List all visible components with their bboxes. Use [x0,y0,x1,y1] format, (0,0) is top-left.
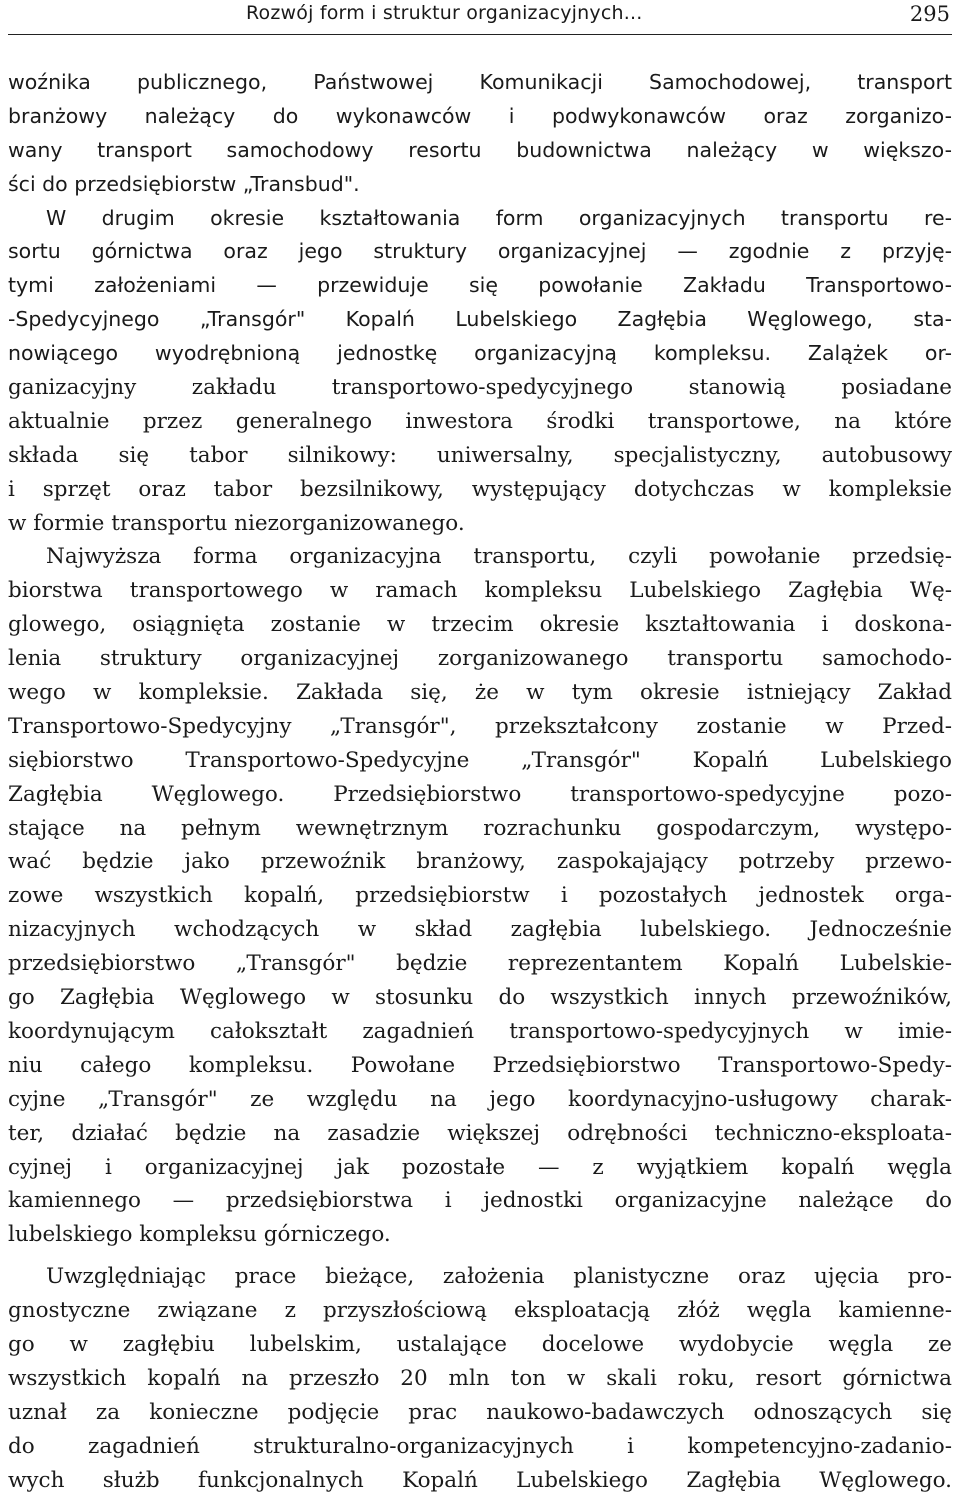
text-line: i sprzęt oraz tabor bezsilnikowy, występujący dotychczas w kompleksie [8,476,952,502]
text-line: biorstwa transportowego w ramach kompleksu Lubelskiego Zagłębia Wę- [8,578,952,604]
text-line: składa się tabor silnikowy: uniwersalny, specjalistyczny, autobusowy [8,442,952,468]
text-line: nizacyjnych wchodzących w skład zagłębia lubelskiego. Jednocześnie [8,917,952,943]
text-line: ści do przedsiębiorstw „Transbud". [8,171,360,196]
text-line: glowego, osiągnięta zostanie w trzecim okresie kształtowania i doskona- [8,612,952,638]
text-line: go Zagłębia Węglowego w stosunku do wszystkich innych przewoźników, [8,985,952,1011]
text-line: -Spedycyjnego „Transgór" Kopalń Lubelskiego Zagłębia Węglowego, sta- [8,307,952,332]
text-line: ter, działać będzie na zasadzie większej odrębności techniczno-eksploata- [8,1120,952,1146]
text-line: sortu górnictwa oraz jego struktury organizacyjnej — zgodnie z przyję- [8,239,952,264]
text-line: wać będzie jako przewoźnik branżowy, zaspokajający potrzeby przewo- [8,849,952,875]
text-line: lenia struktury organizacyjnej zorganizowanego transportu samochodo- [8,646,952,672]
text-line: do zagadnień strukturalno-organizacyjnych i kompetencyjno-zadanio- [8,1433,952,1459]
text-line: ganizacyjny zakładu transportowo-spedycyjnego stanowią posiadane [8,375,952,401]
text-line: cyjne „Transgór" ze względu na jego koordynacyjno-usługowy charak- [8,1086,952,1112]
text-line: przedsiębiorstwo „Transgór" będzie reprezentantem Kopalń Lubelskie- [8,951,952,977]
running-header [8,0,952,35]
text-line: woźnika publicznego, Państwowej Komunikacji Samochodowej, transport [8,70,952,94]
text-line: w formie transportu niezorganizowanego. [8,510,465,536]
text-line: stające na pełnym wewnętrznym rozrachunku gospodarczym, występo- [8,815,952,841]
text-line: Uwzględniając prace bieżące, założenia planistyczne oraz ujęcia pro- [46,1264,952,1290]
text-line: Zagłębia Węglowego. Przedsiębiorstwo transportowo-spedycyjne pozo- [8,781,952,807]
page-number: 295 [909,2,950,26]
text-line: siębiorstwo Transportowo-Spedycyjne „Transgór" Kopalń Lubelskiego [8,747,952,773]
text-line: gnostyczne związane z przyszłościową eksploatacją złóż węgla kamienne- [8,1298,952,1324]
body-text [8,66,952,1497]
running-title: Rozwój form i struktur organizacyjnych... [246,2,643,24]
text-line: branżowy należący do wykonawców i podwykonawców oraz zorganizo- [8,103,952,128]
text-line: go w zagłębiu lubelskim, ustalające docelowe wydobycie węgla ze [8,1331,952,1357]
text-line: W drugim okresie kształtowania form organizacyjnych transportu re- [46,205,952,230]
text-line: Najwyższa forma organizacyjna transportu, czyli powołanie przedsię- [46,544,952,570]
paragraph-gap [8,1252,952,1260]
text-line: lubelskiego kompleksu górniczego. [8,1222,391,1248]
text-line: zowe wszystkich kopalń, przedsiębiorstw i pozostałych jednostek orga- [8,883,952,909]
text-line: wych służb funkcjonalnych Kopalń Lubelskiego Zagłębia Węglowego. [8,1467,952,1493]
text-line: koordynującym całokształt zagadnień transportowo-spedycyjnych w imie- [8,1018,952,1044]
text-line: wany transport samochodowy resortu budownictwa należący w większo- [8,137,952,162]
text-line: cyjnej i organizacyjnej jak pozostałe — z wyjątkiem kopalń węgla [8,1154,952,1180]
text-line: tymi założeniami — przewiduje się powołanie Zakładu Transportowo- [8,273,952,298]
text-line: niu całego kompleksu. Powołane Przedsiębiorstwo Transportowo-Spedy- [8,1052,952,1078]
text-line: uznał za konieczne podjęcie prac naukowo-badawczych odnoszących się [8,1399,952,1425]
text-line: aktualnie przez generalnego inwestora środki transportowe, na które [8,408,952,434]
text-line: wszystkich kopalń na przeszło 20 mln ton w skali roku, resort górnictwa [8,1365,952,1391]
text-line: wego w kompleksie. Zakłada się, że w tym okresie istniejący Zakład [8,680,952,706]
text-line: Transportowo-Spedycyjny „Transgór", przekształcony zostanie w Przed- [8,713,952,739]
text-line: nowiącego wyodrębnioną jednostkę organizacyjną kompleksu. Zalążek or- [8,341,952,366]
text-line: kamiennego — przedsiębiorstwa i jednostki organizacyjne należące do [8,1188,952,1214]
